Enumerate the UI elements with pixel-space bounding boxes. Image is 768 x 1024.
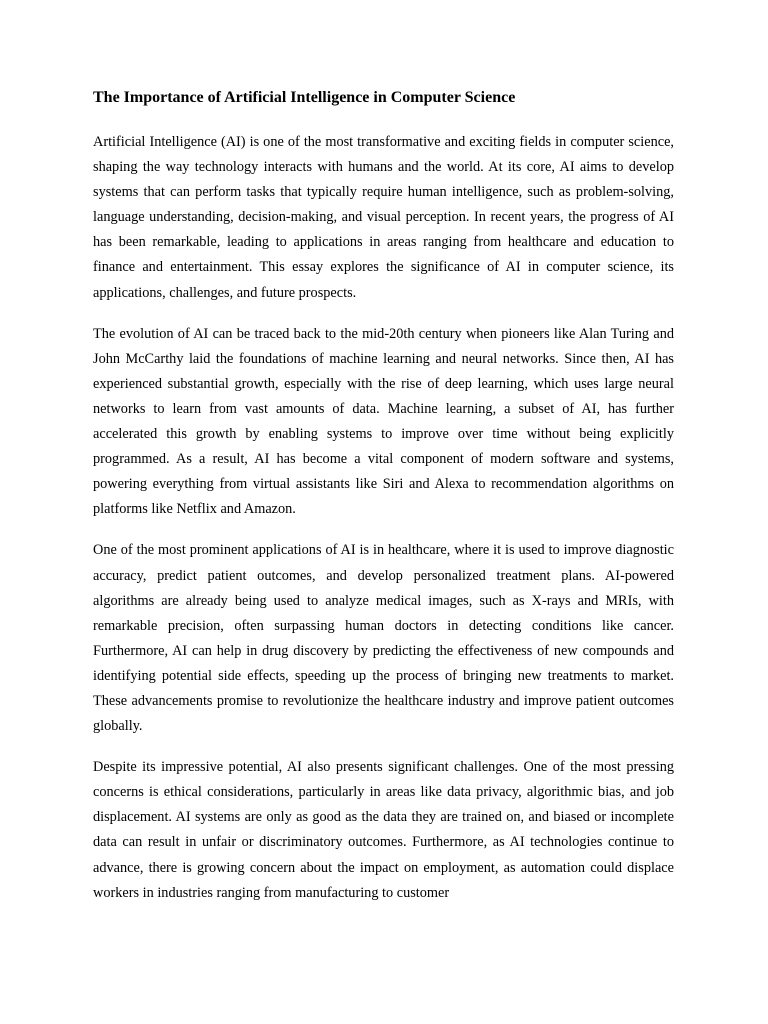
paragraph-introduction: Artificial Intelligence (AI) is one of the most transformative and exciting fields in computer science, shaping the way technology interacts with humans and the world. At its core, AI aims to develop systems that can perform tasks that typically require human intelligence, such as problem-solving, language understanding, decision-making, and visual perception. In recent years, the progress of AI has been remarkable, leading to applications in areas ranging from healthcare and education to finance and entertainment. This essay explores the significance of AI in computer science, its applications, challenges, and future prospects.: [93, 134, 674, 301]
paragraph-challenges: Despite its impressive potential, AI also presents significant challenges. One of the most pressing concerns is ethical considerations, particularly in areas like data privacy, algorithmic bias, and job displacement. AI systems are only as good as the data they are trained on, and biased or incomplete data can result in unfair or discriminatory outcomes. Furthermore, as AI technologies continue to advance, there is growing concern about the impact on employment, as automation could displace workers in industries ranging from manufacturing to customer: [93, 759, 674, 901]
document-page: [93, 86, 674, 1024]
document-title: The Importance of Artificial Intelligence in Computer Science: [93, 89, 516, 106]
paragraph-evolution: The evolution of AI can be traced back to the mid-20th century when pioneers like Alan Turing and John McCarthy laid the foundations of machine learning and neural networks. Since then, AI has experienced substantial growth, especially with the rise of deep learning, which uses large neural networks to learn from vast amounts of data. Machine learning, a subset of AI, has further accelerated this growth by enabling systems to improve over time without being explicitly programmed. As a result, AI has become a vital component of modern software and systems, powering everything from virtual assistants like Siri and Alexa to recommendation algorithms on platforms like Netflix and Amazon.: [93, 325, 674, 518]
paragraph-healthcare: One of the most prominent applications of AI is in healthcare, where it is used to improve diagnostic accuracy, predict patient outcomes, and develop personalized treatment plans. AI-powered algorithms are already being used to analyze medical images, such as X-rays and MRIs, with remarkable precision, often surpassing human doctors in detecting conditions like cancer. Furthermore, AI can help in drug discovery by predicting the effectiveness of new compounds and identifying potential side effects, speeding up the process of bringing new treatments to market. These advancements promise to revolutionize the healthcare industry and improve patient outcomes globally.: [93, 542, 674, 735]
